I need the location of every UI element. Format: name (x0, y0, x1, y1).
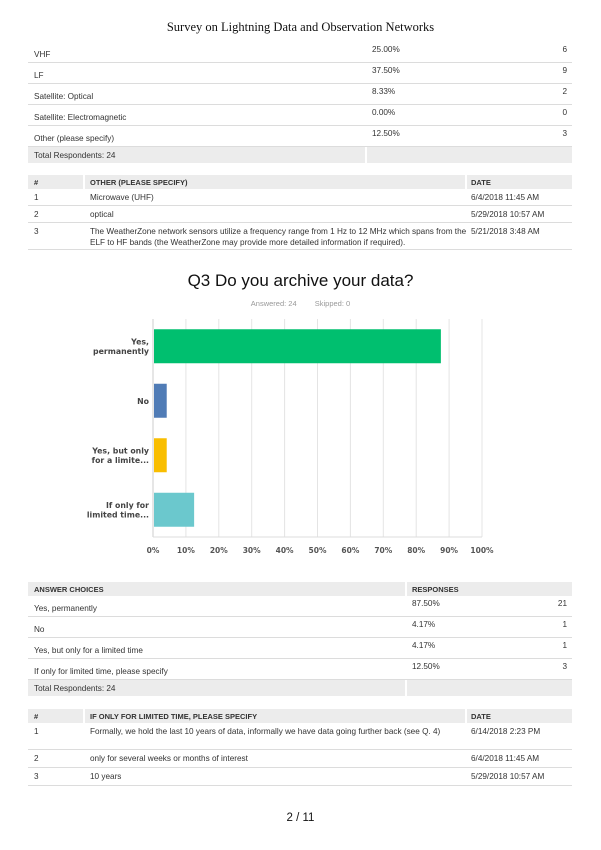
bar (154, 329, 441, 363)
answer-label: No (34, 625, 45, 634)
x-tick-label: 70% (374, 546, 393, 555)
table-row (28, 189, 572, 206)
answer-label: LF (34, 71, 44, 80)
answer-label: Yes, permanently (34, 604, 97, 613)
header-num: # (34, 712, 39, 721)
row-num: 1 (34, 727, 39, 736)
x-tick-label: 40% (275, 546, 294, 555)
answer-percent: 0.00% (372, 108, 396, 117)
row-text: only for several weeks or months of interest (90, 754, 248, 763)
question-meta (0, 299, 601, 308)
answer-label: Satellite: Optical (34, 92, 94, 101)
answer-count: 3 (562, 662, 567, 671)
answer-count: 1 (562, 641, 567, 650)
category-label: No (137, 396, 149, 406)
q3-bar-chart (60, 315, 494, 565)
answered-count: Answered: 24 (250, 299, 297, 308)
table-row (28, 596, 572, 617)
answer-count: 9 (562, 66, 567, 75)
total-respondents-row (28, 680, 572, 696)
total-respondents-row (28, 147, 572, 163)
table-row (28, 84, 572, 105)
answer-label: Yes, but only for a limited time (34, 646, 143, 655)
row-num: 2 (34, 210, 39, 219)
page-number: 2 / 11 (286, 812, 315, 824)
x-tick-label: 50% (308, 546, 327, 555)
answer-count: 2 (562, 87, 567, 96)
table-row (28, 105, 572, 126)
row-text: Formally, we hold the last 10 years of data, informally we have data going further back (see Q. 4) (90, 727, 441, 736)
skipped-count: Skipped: 0 (314, 299, 351, 308)
table-header (28, 582, 572, 596)
document-title: Survey on Lightning Data and Observation Networks (166, 20, 435, 34)
row-date: 6/4/2018 11:45 AM (471, 754, 540, 763)
header-text: IF ONLY FOR LIMITED TIME, PLEASE SPECIFY (90, 712, 258, 721)
answer-count: 0 (562, 108, 567, 117)
answer-percent: 25.00% (372, 45, 400, 54)
answer-label: Other (please specify) (34, 134, 115, 143)
row-date: 6/14/2018 2:23 PM (471, 727, 541, 736)
answer-label: If only for limited time, please specify (34, 667, 168, 676)
table-row (28, 768, 572, 786)
category-label: limited time... (86, 510, 149, 520)
x-tick-label: 80% (407, 546, 426, 555)
row-num: 3 (34, 227, 39, 236)
answer-count: 21 (557, 599, 567, 608)
table-row (28, 750, 572, 768)
row-text: 10 years (90, 772, 122, 781)
answer-percent: 4.17% (412, 641, 436, 650)
category-label: Yes, (131, 337, 149, 347)
row-text: The WeatherZone network sensors utilize a frequency range from 1 Hz to 12 MHz which spans from the ELF to HF bands (the WeatherZone may provide more detailed information if required). (90, 227, 467, 247)
table-row (28, 63, 572, 84)
header-date: DATE (471, 712, 491, 721)
answer-percent: 4.17% (412, 620, 436, 629)
answer-count: 3 (562, 129, 567, 138)
header-text: OTHER (PLEASE SPECIFY) (90, 178, 188, 187)
table-header (28, 175, 572, 189)
answer-label: Satellite: Electromagnetic (34, 113, 127, 122)
answer-percent: 12.50% (412, 662, 440, 671)
x-tick-label: 60% (341, 546, 360, 555)
answer-percent: 37.50% (372, 66, 400, 75)
answer-count: 1 (562, 620, 567, 629)
bar (154, 493, 194, 527)
table-row (28, 723, 572, 750)
x-tick-label: 30% (242, 546, 261, 555)
table-row (28, 206, 572, 223)
table-row (28, 42, 572, 63)
total-respondents: Total Respondents: 24 (34, 151, 116, 160)
header-answer-choices: ANSWER CHOICES (34, 585, 104, 594)
x-tick-label: 10% (176, 546, 195, 555)
row-num: 3 (34, 772, 39, 781)
table-row (28, 659, 572, 680)
x-tick-label: 20% (209, 546, 228, 555)
row-date: 5/29/2018 10:57 AM (471, 772, 545, 781)
category-label: permanently (93, 347, 149, 356)
q2-other-table (28, 175, 572, 250)
x-tick-label: 90% (440, 546, 459, 555)
row-date: 6/4/2018 11:45 AM (471, 193, 540, 202)
q3-response-table (28, 582, 572, 696)
answer-percent: 8.33% (372, 87, 396, 96)
q3-other-table (28, 709, 572, 786)
header-responses: RESPONSES (412, 585, 459, 594)
answer-percent: 12.50% (372, 129, 400, 138)
table-row (28, 223, 572, 250)
table-row (28, 617, 572, 638)
header-date: DATE (471, 178, 491, 187)
row-date: 5/29/2018 10:57 AM (471, 210, 545, 219)
total-respondents: Total Respondents: 24 (34, 684, 116, 693)
row-text: Microwave (UHF) (90, 193, 154, 202)
row-date: 5/21/2018 3:48 AM (471, 227, 540, 236)
q2-response-table (28, 42, 572, 163)
answer-percent: 87.50% (412, 599, 440, 608)
x-tick-label: 100% (470, 546, 494, 555)
bar (154, 384, 167, 418)
question-title: Q3 Do you archive your data? (187, 271, 414, 290)
x-tick-label: 0% (146, 546, 160, 555)
table-header (28, 709, 572, 723)
row-num: 2 (34, 754, 39, 763)
answer-count: 6 (562, 45, 567, 54)
row-text: optical (90, 210, 114, 219)
table-row (28, 126, 572, 147)
table-row (28, 638, 572, 659)
category-label: for a limite... (91, 456, 149, 465)
header-num: # (34, 178, 39, 187)
bar (154, 438, 167, 472)
category-label: If only for (106, 501, 149, 510)
row-num: 1 (34, 193, 39, 202)
answer-label: VHF (34, 50, 51, 59)
category-label: Yes, but only (92, 446, 149, 456)
